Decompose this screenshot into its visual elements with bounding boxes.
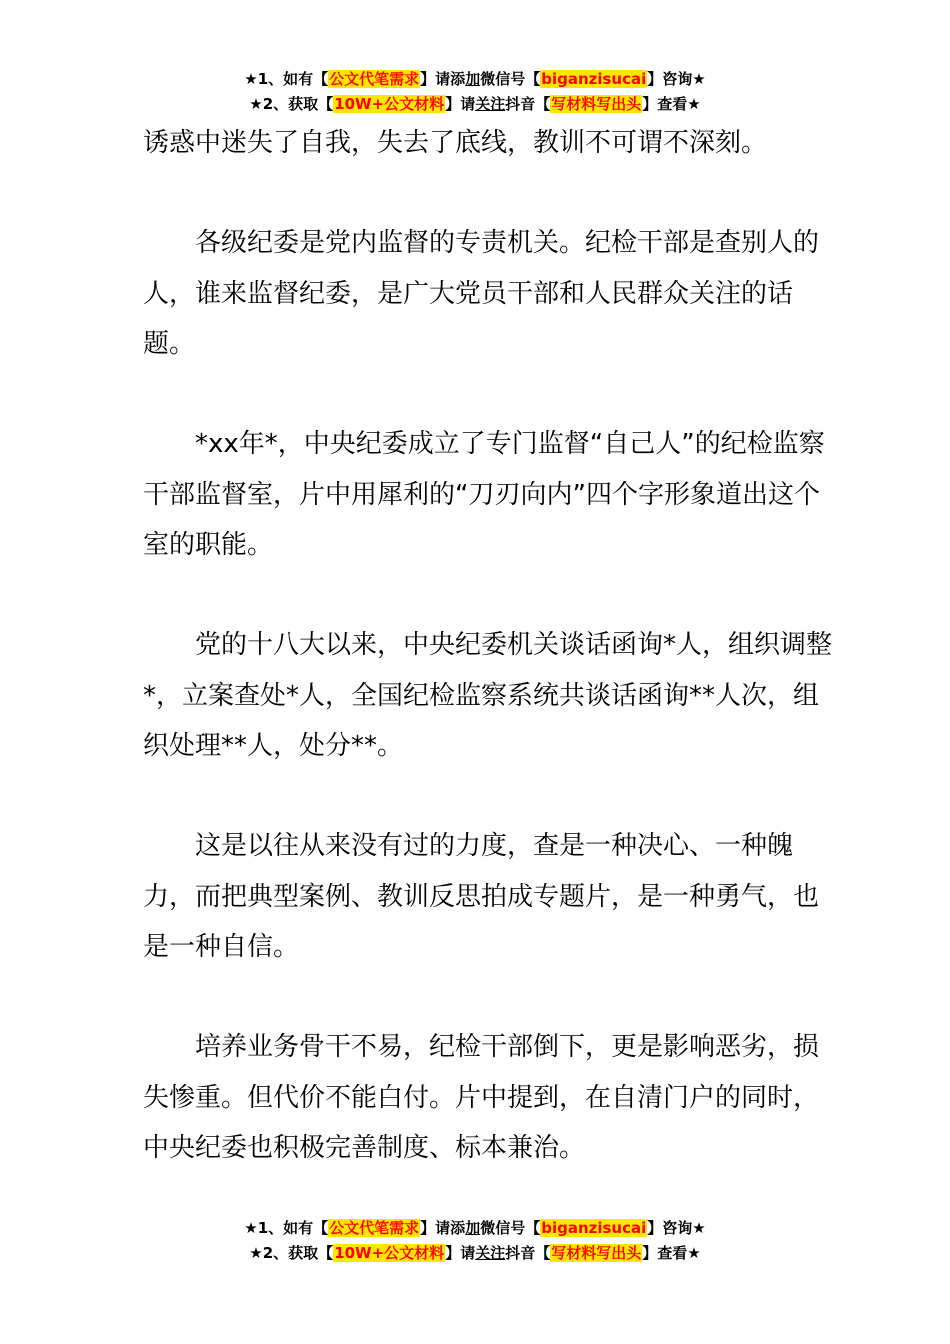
promo-highlight: 公文代笔需求 (329, 1219, 420, 1237)
document-body (143, 118, 833, 1174)
promo-text: 】咨询★ (647, 1219, 706, 1237)
promo-text: 】查看★ (642, 1244, 701, 1262)
promo-highlight: 公文代笔需求 (329, 70, 420, 88)
promo-underlined-text: 关注 (475, 1244, 506, 1262)
paragraph: 这是以往从来没有过的力度，查是一种决心、一种魄力，而把典型案例、教训反思拍成专题片，是一种勇气，也是一种自信。 (143, 831, 820, 962)
promo-line-1 (0, 1216, 950, 1241)
paragraph: 各级纪委是党内监督的专责机关。纪检干部是查别人的人，谁来监督纪委，是广大党员干部和人民群众关注的话题。 (143, 228, 820, 359)
promo-line-1 (0, 67, 950, 92)
promo-text: ★1、如有【 (244, 70, 329, 88)
header-promo-banner (0, 67, 950, 117)
promo-text: 】请 (445, 95, 476, 113)
paragraph: 培养业务骨干不易，纪检干部倒下，更是影响恶劣，损失惨重。但代价不能白付。片中提到，在自清门户的同时，中央纪委也积极完善制度、标本兼治。 (143, 1032, 820, 1163)
promo-underlined-text: 加 (465, 70, 481, 88)
promo-line-2 (0, 1241, 950, 1266)
promo-text: 微信号【 (480, 1219, 541, 1237)
promo-text: 】咨询★ (647, 70, 706, 88)
promo-line-2 (0, 92, 950, 117)
promo-highlight: 10W+公文材料 (334, 1244, 445, 1262)
footer-promo-banner (0, 1216, 950, 1266)
promo-text: ★2、获取【 (249, 1244, 334, 1262)
promo-text: ★1、如有【 (244, 1219, 329, 1237)
paragraph: 党的十八大以来，中央纪委机关谈话函询*人，组织调整*，立案查处*人，全国纪检监察系统共谈话函询**人次，组织处理**人，处分**。 (143, 630, 833, 761)
promo-text: 抖音【 (505, 1244, 551, 1262)
promo-highlight: 10W+公文材料 (334, 95, 445, 113)
promo-highlight-wechat-id: biganzisucai (541, 1219, 647, 1237)
promo-underlined-text: 加 (465, 1219, 481, 1237)
promo-text: 】请 (445, 1244, 476, 1262)
promo-text: 微信号【 (480, 70, 541, 88)
paragraph: *xx年*，中央纪委成立了专门监督“自己人”的纪检监察干部监督室，片中用犀利的“刀刃向内”四个字形象道出这个室的职能。 (143, 429, 825, 560)
promo-text: 】请添 (420, 1219, 466, 1237)
promo-highlight-douyin: 写材料写出头 (551, 95, 642, 113)
paragraph-continued: 诱惑中迷失了自我，失去了底线，教训不可谓不深刻。 (143, 128, 768, 158)
promo-highlight-douyin: 写材料写出头 (551, 1244, 642, 1262)
promo-text: 抖音【 (505, 95, 551, 113)
promo-highlight-wechat-id: biganzisucai (541, 70, 647, 88)
promo-underlined-text: 关注 (475, 95, 506, 113)
promo-text: 】查看★ (642, 95, 701, 113)
promo-text: ★2、获取【 (249, 95, 334, 113)
promo-text: 】请添 (420, 70, 466, 88)
